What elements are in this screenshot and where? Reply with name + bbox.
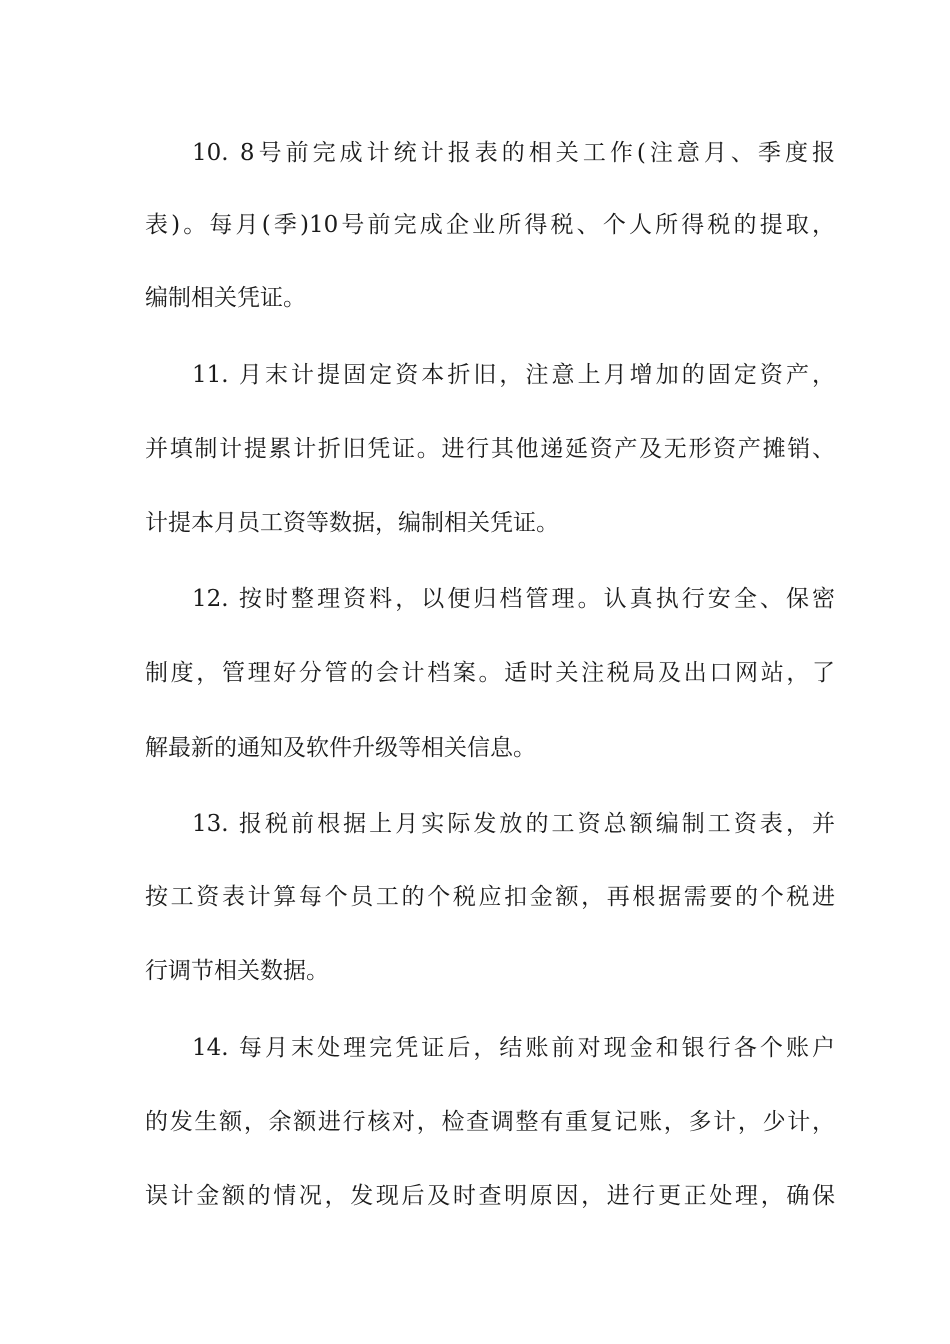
paragraph-line: 14. 每月末处理完凭证后，结账前对现金和银行各个账户 [192,1035,835,1061]
paragraph-line: 13. 报税前根据上月实际发放的工资总额编制工资表，并 [192,811,835,837]
paragraph-line: 11. 月末计提固定资本折旧，注意上月增加的固定资产， [192,362,835,388]
paragraph-line: 表)。每月(季)10号前完成企业所得税、个人所得税的提取， [145,212,835,238]
paragraph-line: 误计金额的情况，发现后及时查明原因，进行更正处理，确保 [145,1183,835,1209]
paragraph-line: 解最新的通知及软件升级等相关信息。 [145,735,536,761]
paragraph-line: 按工资表计算每个员工的个税应扣金额，再根据需要的个税进 [145,884,835,910]
paragraph-line: 12. 按时整理资料，以便归档管理。认真执行安全、保密 [192,586,835,612]
paragraph-line: 制度，管理好分管的会计档案。适时关注税局及出口网站，了 [145,660,835,686]
paragraph-line: 并填制计提累计折旧凭证。进行其他递延资产及无形资产摊销、 [145,436,835,462]
paragraph-line: 计提本月员工资等数据，编制相关凭证。 [145,510,559,536]
paragraph-line: 的发生额，余额进行核对，检查调整有重复记账，多计，少计， [145,1109,835,1135]
paragraph-line: 编制相关凭证。 [145,285,306,311]
paragraph-line: 行调节相关数据。 [145,958,329,984]
paragraph-line: 10. 8号前完成计统计报表的相关工作(注意月、季度报 [192,140,835,166]
